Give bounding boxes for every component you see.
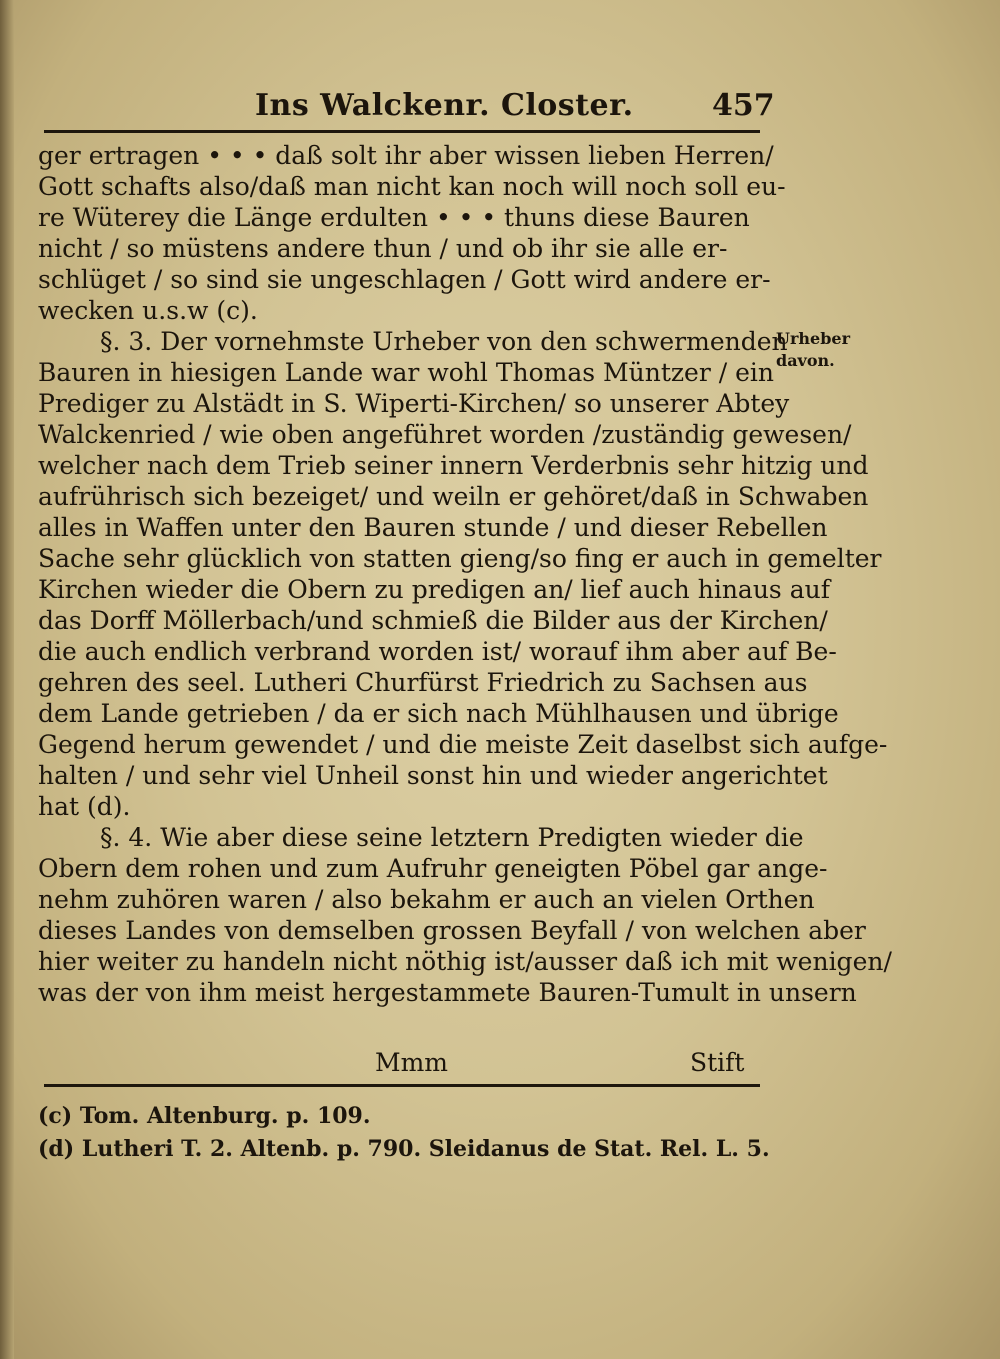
text-line: dem Lande getrieben / da er sich nach Mühlhausen und übrige <box>38 699 839 728</box>
text-line: Walckenried / wie oben angeführet worden /zuständig gewesen/ <box>38 420 852 449</box>
text-line: nicht / so müstens andere thun / und ob ihr sie alle er- <box>38 234 728 263</box>
text-line: schlüget / so sind sie ungeschlagen / Gott wird andere er- <box>38 265 771 294</box>
signature-mark: Mmm <box>375 1048 449 1077</box>
footnote-c: (c) Tom. Altenburg. p. 109. <box>38 1103 371 1129</box>
running-title: Ins Walckenr. Closter. <box>255 88 634 123</box>
text-line: das Dorff Möllerbach/und schmieß die Bilder aus der Kirchen/ <box>38 606 828 635</box>
running-head <box>0 84 1000 128</box>
header-rule <box>44 130 760 133</box>
page-gutter-edge <box>0 0 14 1359</box>
margin-note-line: Urheber <box>776 329 850 348</box>
text-line: gehren des seel. Lutheri Churfürst Friedrich zu Sachsen aus <box>38 668 808 697</box>
text-line: die auch endlich verbrand worden ist/ worauf ihm aber auf Be- <box>38 637 837 666</box>
paragraph-start-section-4: §. 4. Wie aber diese seine letztern Predigten wieder die <box>100 823 804 852</box>
catchword: Stift <box>690 1048 745 1077</box>
text-line: halten / und sehr viel Unheil sonst hin und wieder angerichtet <box>38 761 828 790</box>
text-line: welcher nach dem Trieb seiner innern Verderbnis sehr hitzig und <box>38 451 869 480</box>
text-line: Sache sehr glücklich von statten gieng/so fing er auch in gemelter <box>38 544 882 573</box>
text-line: hier weiter zu handeln nicht nöthig ist/ausser daß ich mit wenigen/ <box>38 947 892 976</box>
text-line: Gott schafts also/daß man nicht kan noch will noch soll eu- <box>38 172 786 201</box>
text-line: Prediger zu Alstädt in S. Wiperti-Kirchen/ so unserer Abtey <box>38 389 790 418</box>
text-line: aufrührisch sich bezeiget/ und weiln er gehöret/daß in Schwaben <box>38 482 869 511</box>
text-line: Obern dem rohen und zum Aufruhr geneigten Pöbel gar ange- <box>38 854 828 883</box>
text-line: alles in Waffen unter den Bauren stunde / und dieser Rebellen <box>38 513 828 542</box>
text-line: ger ertragen • • • daß solt ihr aber wissen lieben Herren/ <box>38 141 774 170</box>
text-line: dieses Landes von demselben grossen Beyfall / von welchen aber <box>38 916 866 945</box>
text-line: re Wüterey die Länge erdulten • • • thuns diese Bauren <box>38 203 750 232</box>
page-number: 457 <box>712 88 775 123</box>
text-line: nehm zuhören waren / also bekahm er auch an vielen Orthen <box>38 885 815 914</box>
footnotes <box>38 1100 778 1166</box>
paragraph-start-section-3: §. 3. Der vornehmste Urheber von den schwermenden <box>100 327 788 356</box>
text-line: wecken u.s.w (c). <box>38 296 258 325</box>
margin-note <box>776 328 856 372</box>
text-line: was der von ihm meist hergestammete Bauren-Tumult in unsern <box>38 978 857 1007</box>
text-line: hat (d). <box>38 792 131 821</box>
text-line: Kirchen wieder die Obern zu predigen an/ lief auch hinaus auf <box>38 575 830 604</box>
footnote-rule <box>44 1084 760 1087</box>
margin-note-line: davon. <box>776 351 835 370</box>
text-line: Bauren in hiesigen Lande war wohl Thomas Müntzer / ein <box>38 358 775 387</box>
footnote-d: (d) Lutheri T. 2. Altenb. p. 790. Sleidanus de Stat. Rel. L. 5. <box>38 1136 770 1162</box>
text-line: Gegend herum gewendet / und die meiste Zeit daselbst sich aufge- <box>38 730 888 759</box>
